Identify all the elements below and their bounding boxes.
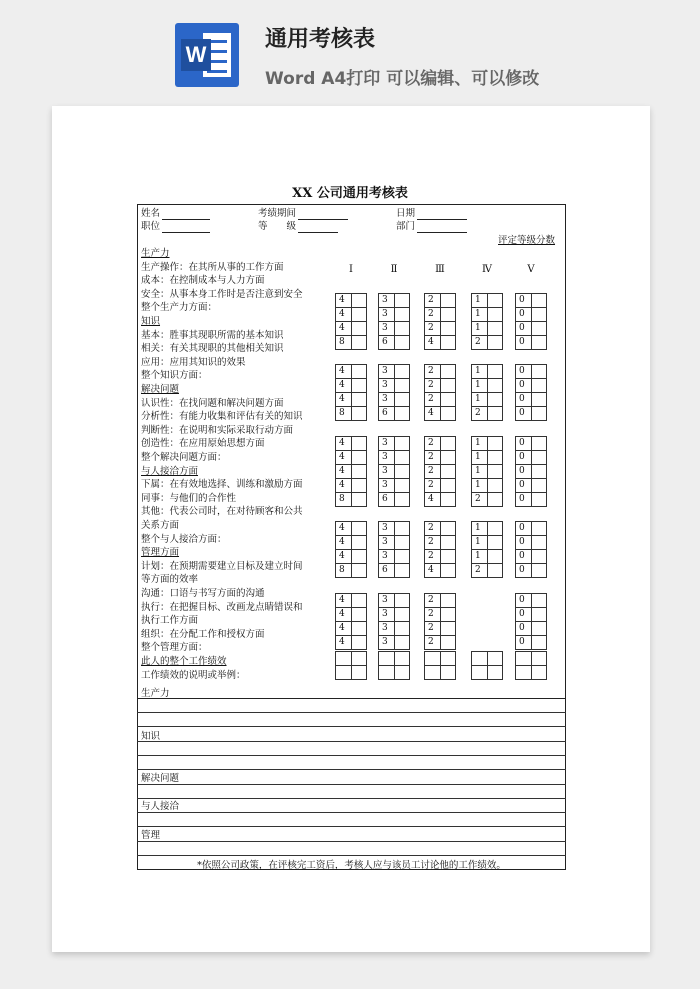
score-value: 1 [475, 466, 481, 476]
score-cell[interactable] [515, 307, 547, 322]
score-value: 3 [382, 380, 388, 390]
score-cell[interactable] [424, 293, 456, 308]
score-cell[interactable] [515, 635, 547, 650]
score-value: 2 [475, 408, 481, 418]
score-value: 0 [519, 337, 525, 347]
section-heading: 知识 [141, 316, 161, 327]
score-cell[interactable] [515, 607, 547, 622]
score-value: 2 [475, 337, 481, 347]
score-cell[interactable] [471, 406, 503, 421]
score-cell[interactable] [424, 364, 456, 379]
score-value: 3 [382, 309, 388, 319]
score-cell[interactable] [335, 593, 367, 608]
criterion-label: 整个管理方面： [141, 642, 208, 654]
score-value: 4 [339, 523, 345, 533]
score-value: 0 [519, 323, 525, 333]
score-value: 1 [475, 309, 481, 319]
comment-line[interactable] [137, 698, 566, 699]
score-cell[interactable] [515, 651, 547, 666]
score-cell[interactable] [378, 621, 410, 636]
criterion-label: 整个生产力方面： [141, 302, 218, 314]
score-value: 4 [339, 366, 345, 376]
comment-line[interactable] [137, 798, 566, 799]
score-value: 4 [428, 337, 434, 347]
name-label: 姓名 [141, 208, 161, 219]
score-cell[interactable] [335, 321, 367, 336]
score-cell[interactable] [424, 436, 456, 451]
score-cell[interactable] [335, 549, 367, 564]
score-value: 4 [339, 609, 345, 619]
score-cell[interactable] [378, 378, 410, 393]
score-value: 0 [519, 295, 525, 305]
score-value: 1 [475, 438, 481, 448]
score-cell[interactable] [424, 478, 456, 493]
comment-line[interactable] [137, 826, 566, 827]
comment-line[interactable] [137, 755, 566, 756]
score-value: 0 [519, 609, 525, 619]
score-cell[interactable] [471, 293, 503, 308]
dept-field[interactable] [396, 221, 467, 233]
score-value: 0 [519, 637, 525, 647]
score-value: 3 [382, 637, 388, 647]
criterion-label: 等方面的效率 [141, 574, 199, 586]
score-cell[interactable] [335, 521, 367, 536]
score-value: 2 [428, 609, 434, 619]
criterion-label: 执行工作方面 [141, 615, 199, 627]
score-value: 4 [339, 595, 345, 605]
score-cell[interactable] [471, 549, 503, 564]
score-value: 2 [428, 394, 434, 404]
level-header: Ⅴ [527, 264, 535, 275]
score-value: 1 [475, 551, 481, 561]
score-cell[interactable] [515, 436, 547, 451]
score-cell[interactable] [515, 464, 547, 479]
criterion-label: 其他：代表公司时，在对待顾客和公共 [141, 506, 303, 518]
criterion-label: 同事：与他们的合作性 [141, 492, 237, 504]
score-cell[interactable] [335, 406, 367, 421]
score-value: 3 [382, 438, 388, 448]
score-cell[interactable] [378, 492, 410, 507]
score-cell[interactable] [515, 478, 547, 493]
dept-label: 部门 [396, 221, 416, 232]
section-heading: 生产力 [141, 248, 170, 259]
score-value: 6 [382, 494, 388, 504]
score-value: 6 [382, 408, 388, 418]
score-cell[interactable] [424, 492, 456, 507]
score-value: 4 [428, 565, 434, 575]
score-value: 4 [339, 438, 345, 448]
score-value: 0 [519, 408, 525, 418]
score-cell[interactable] [515, 450, 547, 465]
comment-section-label: 知识 [141, 731, 161, 742]
score-value: 0 [519, 394, 525, 404]
score-value: 2 [475, 565, 481, 575]
score-cell[interactable] [471, 478, 503, 493]
score-value: 2 [428, 466, 434, 476]
score-value: 2 [428, 309, 434, 319]
score-cell[interactable] [515, 665, 547, 680]
score-cell[interactable] [471, 492, 503, 507]
section-heading: 解决问题 [141, 384, 180, 395]
score-value: 3 [382, 537, 388, 547]
score-value: 4 [339, 480, 345, 490]
score-cell[interactable] [424, 521, 456, 536]
score-value: 2 [428, 380, 434, 390]
score-cell[interactable] [515, 535, 547, 550]
score-value: 2 [428, 480, 434, 490]
score-value: 2 [428, 323, 434, 333]
score-value: 4 [339, 637, 345, 647]
score-cell[interactable] [424, 549, 456, 564]
score-value: 3 [382, 480, 388, 490]
score-cell[interactable] [424, 392, 456, 407]
criterion-label: 相关：有关其现职的其他相关知识 [141, 343, 284, 355]
criterion-label: 执行：在把握目标、改画龙点睛错误和 [141, 601, 303, 613]
score-value: 0 [519, 494, 525, 504]
level-header: Ⅱ [390, 264, 398, 275]
position-field[interactable] [141, 221, 210, 233]
score-cell[interactable] [424, 665, 456, 680]
score-cell[interactable] [471, 464, 503, 479]
score-value: 0 [519, 523, 525, 533]
score-cell[interactable] [424, 535, 456, 550]
footnote: *依照公司政策，在评核完工资后，考核人应与该员工讨论他的工作绩效。 [197, 860, 506, 871]
score-cell[interactable] [424, 378, 456, 393]
score-value: 4 [339, 466, 345, 476]
score-value: 3 [382, 623, 388, 633]
score-value: 0 [519, 480, 525, 490]
score-cell[interactable] [515, 593, 547, 608]
score-cell[interactable] [378, 464, 410, 479]
score-cell[interactable] [515, 621, 547, 636]
app-subtitle: Word A4打印 可以编辑、可以修改 [265, 69, 540, 89]
score-cell[interactable] [424, 593, 456, 608]
score-value: 6 [382, 565, 388, 575]
criterion-label: 创造性：在应用原始思想方面 [141, 438, 265, 450]
score-value: 6 [382, 337, 388, 347]
score-cell[interactable] [471, 535, 503, 550]
comment-section-label: 解决问题 [141, 773, 180, 784]
score-value: 4 [339, 623, 345, 633]
score-cell[interactable] [378, 521, 410, 536]
score-cell[interactable] [515, 549, 547, 564]
score-value: 0 [519, 366, 525, 376]
score-value: 2 [475, 494, 481, 504]
score-cell[interactable] [378, 364, 410, 379]
score-cell[interactable] [515, 293, 547, 308]
score-cell[interactable] [378, 563, 410, 578]
section-heading: 与人接洽方面 [141, 465, 199, 477]
score-value: 0 [519, 565, 525, 575]
score-value: 0 [519, 551, 525, 561]
criterion-label: 整个解决问题方面： [141, 452, 227, 463]
score-cell[interactable] [378, 549, 410, 564]
score-cell[interactable] [424, 450, 456, 465]
score-cell[interactable] [378, 321, 410, 336]
score-cell[interactable] [335, 635, 367, 650]
criterion-label: 整个与人接洽方面： [141, 533, 227, 545]
date-label: 日期 [396, 208, 416, 219]
score-value: 8 [339, 337, 345, 347]
score-value: 2 [428, 366, 434, 376]
score-value: 1 [475, 323, 481, 333]
score-cell[interactable] [471, 450, 503, 465]
section-heading: 管理方面 [141, 547, 180, 559]
score-cell[interactable] [378, 665, 410, 680]
score-cell[interactable] [335, 293, 367, 308]
score-value: 1 [475, 480, 481, 490]
score-value: 0 [519, 537, 525, 547]
score-cell[interactable] [335, 335, 367, 350]
criterion-label: 认识性：在找问题和解决问题方面 [141, 397, 284, 409]
score-value: 4 [339, 537, 345, 547]
score-cell[interactable] [471, 307, 503, 322]
score-value: 0 [519, 623, 525, 633]
score-cell[interactable] [335, 478, 367, 493]
score-cell[interactable] [424, 335, 456, 350]
score-cell[interactable] [335, 464, 367, 479]
score-cell[interactable] [335, 492, 367, 507]
score-value: 3 [382, 366, 388, 376]
comment-line[interactable] [137, 855, 566, 856]
score-cell[interactable] [335, 665, 367, 680]
score-cell[interactable] [378, 293, 410, 308]
date-field[interactable] [396, 208, 467, 220]
score-value: 2 [428, 623, 434, 633]
level-header: Ⅰ [349, 264, 353, 275]
score-value: 2 [428, 523, 434, 533]
score-value: 3 [382, 595, 388, 605]
criterion-label: 组织：在分配工作和授权方面 [141, 628, 265, 640]
score-cell[interactable] [378, 392, 410, 407]
comment-line[interactable] [137, 769, 566, 770]
score-cell[interactable] [515, 364, 547, 379]
score-value: 8 [339, 494, 345, 504]
score-cell[interactable] [471, 665, 503, 680]
score-cell[interactable] [515, 321, 547, 336]
comment-line[interactable] [137, 726, 566, 727]
score-cell[interactable] [515, 492, 547, 507]
score-cell[interactable] [335, 364, 367, 379]
score-cell[interactable] [378, 335, 410, 350]
section-heading: 此人的整个工作绩效 [141, 656, 227, 667]
score-cell[interactable] [471, 321, 503, 336]
score-value: 1 [475, 380, 481, 390]
score-value: 4 [339, 309, 345, 319]
score-cell[interactable] [424, 607, 456, 622]
criterion-label: 基本：胜事其现职所需的基本知识 [141, 329, 284, 341]
grade-label: 等 级 [258, 221, 297, 232]
score-value: 1 [475, 523, 481, 533]
score-cell[interactable] [471, 436, 503, 451]
score-value: 2 [428, 295, 434, 305]
criterion-label: 整个知识方面： [141, 370, 208, 382]
score-value: 0 [519, 595, 525, 605]
criterion-label: 安全：从事本身工作时是否注意到安全 [141, 288, 303, 300]
score-cell[interactable] [515, 335, 547, 350]
score-value: 3 [382, 295, 388, 305]
score-cell[interactable] [471, 563, 503, 578]
score-value: 1 [475, 394, 481, 404]
score-value: 3 [382, 466, 388, 476]
criterion-label: 工作绩效的说明或举例： [141, 669, 246, 681]
score-cell[interactable] [335, 651, 367, 666]
score-value: 2 [428, 551, 434, 561]
criterion-label: 应用：应用其知识的效果 [141, 356, 246, 368]
name-field[interactable] [141, 208, 210, 220]
score-value: 2 [428, 595, 434, 605]
score-value: 4 [339, 394, 345, 404]
comment-section-label: 生产力 [141, 688, 170, 699]
criterion-label: 生产操作：在其所从事的工作方面 [141, 261, 284, 273]
comment-section-label: 管理 [141, 830, 161, 841]
period-label: 考绩期间 [258, 208, 297, 219]
score-value: 3 [382, 452, 388, 462]
score-header: 评定等级分数 [498, 235, 556, 246]
score-value: 3 [382, 323, 388, 333]
score-cell[interactable] [471, 364, 503, 379]
score-cell[interactable] [335, 450, 367, 465]
score-value: 2 [428, 452, 434, 462]
score-value: 4 [339, 452, 345, 462]
score-value: 2 [428, 637, 434, 647]
score-value: 4 [428, 494, 434, 504]
score-cell[interactable] [515, 378, 547, 393]
score-cell[interactable] [378, 635, 410, 650]
score-value: 4 [428, 408, 434, 418]
score-cell[interactable] [515, 406, 547, 421]
score-cell[interactable] [471, 378, 503, 393]
score-value: 0 [519, 452, 525, 462]
score-value: 0 [519, 438, 525, 448]
score-cell[interactable] [515, 392, 547, 407]
score-cell[interactable] [424, 621, 456, 636]
score-cell[interactable] [424, 321, 456, 336]
score-value: 2 [428, 537, 434, 547]
score-value: 0 [519, 380, 525, 390]
score-value: 8 [339, 565, 345, 575]
score-cell[interactable] [335, 607, 367, 622]
score-cell[interactable] [335, 563, 367, 578]
criterion-label: 沟通：口语与书写方面的沟通 [141, 588, 265, 599]
comment-line[interactable] [137, 741, 566, 742]
score-cell[interactable] [378, 535, 410, 550]
criterion-label: 分析性：有能力收集和评估有关的知识 [141, 411, 303, 423]
score-cell[interactable] [335, 307, 367, 322]
score-value: 3 [382, 609, 388, 619]
score-cell[interactable] [335, 392, 367, 407]
score-cell[interactable] [378, 593, 410, 608]
score-value: 3 [382, 551, 388, 561]
score-value: 8 [339, 408, 345, 418]
score-value: 1 [475, 537, 481, 547]
score-cell[interactable] [378, 450, 410, 465]
criterion-label: 判断性：在说明和实际采取行动方面 [141, 424, 294, 436]
score-cell[interactable] [378, 478, 410, 493]
score-cell[interactable] [424, 651, 456, 666]
score-value: 0 [519, 309, 525, 319]
score-cell[interactable] [424, 464, 456, 479]
criterion-label: 计划：在预期需要建立目标及建立时间 [141, 560, 303, 572]
score-value: 4 [339, 380, 345, 390]
score-cell[interactable] [515, 563, 547, 578]
score-cell[interactable] [424, 563, 456, 578]
score-value: 1 [475, 452, 481, 462]
level-header: Ⅳ [482, 264, 492, 275]
score-value: 1 [475, 366, 481, 376]
score-cell[interactable] [424, 406, 456, 421]
criterion-label: 下属：在有效地选择、训练和激励方面 [141, 479, 303, 491]
comment-section-label: 与人接洽 [141, 801, 180, 812]
score-cell[interactable] [335, 436, 367, 451]
score-cell[interactable] [335, 621, 367, 636]
position-label: 职位 [141, 221, 161, 232]
score-cell[interactable] [378, 607, 410, 622]
score-value: 0 [519, 466, 525, 476]
score-cell[interactable] [378, 307, 410, 322]
score-cell[interactable] [378, 406, 410, 421]
score-cell[interactable] [471, 521, 503, 536]
score-value: 4 [339, 295, 345, 305]
score-cell[interactable] [424, 635, 456, 650]
score-value: 4 [339, 551, 345, 561]
score-cell[interactable] [378, 436, 410, 451]
score-value: 2 [428, 438, 434, 448]
comment-line[interactable] [137, 784, 566, 785]
score-value: 4 [339, 323, 345, 333]
word-icon-letter: W [181, 39, 211, 71]
app-title: 通用考核表 [265, 27, 376, 52]
comment-line[interactable] [137, 712, 566, 713]
period-field[interactable] [258, 208, 348, 220]
comment-line[interactable] [137, 841, 566, 842]
score-cell[interactable] [335, 378, 367, 393]
score-cell[interactable] [471, 392, 503, 407]
score-cell[interactable] [471, 335, 503, 350]
form-title: XX 公司通用考核表 [292, 186, 408, 201]
score-value: 3 [382, 523, 388, 533]
score-cell[interactable] [515, 521, 547, 536]
score-cell[interactable] [335, 535, 367, 550]
score-value: 3 [382, 394, 388, 404]
criterion-label: 成本：在控制成本与人力方面 [141, 275, 265, 287]
score-cell[interactable] [378, 651, 410, 666]
comment-line[interactable] [137, 812, 566, 813]
score-cell[interactable] [424, 307, 456, 322]
score-value: 1 [475, 295, 481, 305]
grade-field[interactable] [258, 221, 338, 233]
criterion-label: 关系方面 [141, 520, 180, 531]
score-cell[interactable] [471, 651, 503, 666]
level-header: Ⅲ [435, 264, 445, 275]
